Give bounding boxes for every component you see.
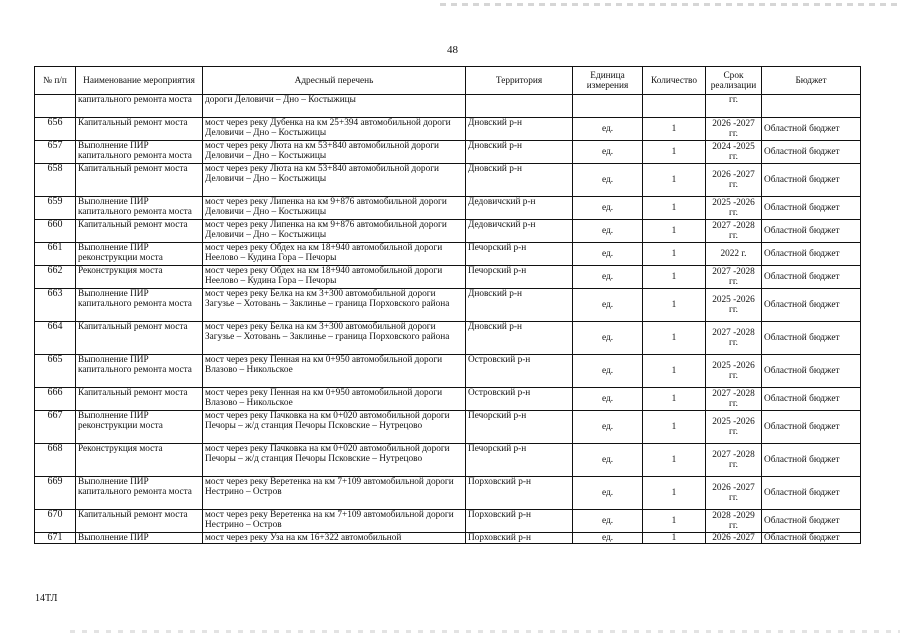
cell-address: мост через реку Обдех на км 18+940 автомобильной дороги Неелово – Кудина Гора – Печоры	[203, 266, 466, 289]
table-row	[35, 355, 861, 388]
table-row	[35, 220, 861, 243]
cell-qty: 1	[643, 533, 706, 544]
header-name: Наименование мероприятия	[76, 67, 203, 95]
cell-qty: 1	[643, 510, 706, 533]
cell-num: 670	[35, 510, 76, 533]
cell-unit: ед.	[573, 388, 643, 411]
cell-term: 2026 -2027	[706, 533, 762, 544]
cell-num: 668	[35, 444, 76, 477]
cell-budget: Областной бюджет	[762, 164, 861, 197]
cell-unit: ед.	[573, 355, 643, 388]
cell-qty: 1	[643, 411, 706, 444]
cell-term: 2027 -2028 гг.	[706, 444, 762, 477]
cell-address: мост через реку Дубенка на км 25+394 автомобильной дороги Деловичи – Дно – Костыжицы	[203, 118, 466, 141]
cell-budget: Областной бюджет	[762, 322, 861, 355]
cell-term: 2027 -2028 гг.	[706, 388, 762, 411]
cell-unit: ед.	[573, 289, 643, 322]
cell-term: 2027 -2028 гг.	[706, 322, 762, 355]
cell-name: Выполнение ПИР капитального ремонта моста	[76, 197, 203, 220]
cell-name: Капитальный ремонт моста	[76, 220, 203, 243]
footer-mark: 14ТЛ	[35, 593, 58, 604]
cell-territory: Печорский р-н	[466, 444, 573, 477]
cell-territory: Дновский р-н	[466, 164, 573, 197]
cell-term: 2026 -2027 гг.	[706, 118, 762, 141]
cell-qty: 1	[643, 197, 706, 220]
cell-name: Капитальный ремонт моста	[76, 322, 203, 355]
cell-address: мост через реку Уза на км 16+322 автомобильной	[203, 533, 466, 544]
table-row	[35, 164, 861, 197]
cell-budget: Областной бюджет	[762, 118, 861, 141]
cell-territory: Дновский р-н	[466, 118, 573, 141]
header-term: Срок реализации	[706, 67, 762, 95]
table-row	[35, 289, 861, 322]
cell-address: мост через реку Обдех на км 18+940 автомобильной дороги Неелово – Кудина Гора – Печоры	[203, 243, 466, 266]
cell-unit: ед.	[573, 220, 643, 243]
cell-budget: Областной бюджет	[762, 197, 861, 220]
scan-artifact-top	[440, 3, 900, 6]
cell-territory: Порховский р-н	[466, 533, 573, 544]
table-row	[35, 411, 861, 444]
cell-term: 2025 -2026 гг.	[706, 289, 762, 322]
cell-address: мост через реку Пенная на км 0+950 автомобильной дороги Влазово – Никольское	[203, 388, 466, 411]
cell-address: мост через реку Липенка на км 9+876 автомобильной дороги Деловичи – Дно – Костыжицы	[203, 197, 466, 220]
cell-qty: 1	[643, 444, 706, 477]
table-row	[35, 243, 861, 266]
cell-unit: ед.	[573, 164, 643, 197]
header-unit: Единица измерения	[573, 67, 643, 95]
cell-num: 658	[35, 164, 76, 197]
cell-budget: Областной бюджет	[762, 477, 861, 510]
cell-num: 659	[35, 197, 76, 220]
table-row	[35, 197, 861, 220]
cell-territory: Островский р-н	[466, 388, 573, 411]
cell-address: мост через реку Люта на км 53+840 автомобильной дороги Деловичи – Дно – Костыжицы	[203, 141, 466, 164]
cell-num: 671	[35, 533, 76, 544]
cell-budget: Областной бюджет	[762, 243, 861, 266]
cell-address: мост через реку Пачковка на км 0+020 автомобильной дороги Печоры – ж/д станция Печоры Псковские – Нутрецово	[203, 411, 466, 444]
cell-term: 2025 -2026 гг.	[706, 411, 762, 444]
cell-qty: 1	[643, 322, 706, 355]
cell-num: 662	[35, 266, 76, 289]
cell-address: мост через реку Люта на км 53+840 автомобильной дороги Деловичи – Дно – Костыжицы	[203, 164, 466, 197]
header-qty: Количество	[643, 67, 706, 95]
cell-unit: ед.	[573, 444, 643, 477]
cell-num: 663	[35, 289, 76, 322]
page-number: 48	[447, 44, 458, 56]
cell-term: 2027 -2028 гг.	[706, 266, 762, 289]
cell-num: 667	[35, 411, 76, 444]
cell-qty: 1	[643, 355, 706, 388]
cell-territory: Печорский р-н	[466, 243, 573, 266]
cell-budget: Областной бюджет	[762, 533, 861, 544]
cell-address: мост через реку Белка на км 3+300 автомобильной дороги Загузье – Хотовань – Заклинье – граница Порховского района	[203, 289, 466, 322]
cell-name: Выполнение ПИР капитального ремонта моста	[76, 289, 203, 322]
cell-term: 2028 -2029 гг.	[706, 510, 762, 533]
cell-unit: ед.	[573, 533, 643, 544]
cell-name: Капитальный ремонт моста	[76, 510, 203, 533]
cell-name: Реконструкция моста	[76, 266, 203, 289]
table-row	[35, 477, 861, 510]
cell-territory: Дновский р-н	[466, 141, 573, 164]
cell-term: 2025 -2026 гг.	[706, 355, 762, 388]
cell-num: 661	[35, 243, 76, 266]
cell-name: Выполнение ПИР реконструкции моста	[76, 243, 203, 266]
cell-address: мост через реку Пачковка на км 0+020 автомобильной дороги Печоры – ж/д станция Печоры Псковские – Нутрецово	[203, 444, 466, 477]
cell-budget: Областной бюджет	[762, 141, 861, 164]
cell-budget: Областной бюджет	[762, 266, 861, 289]
cell-name: Выполнение ПИР капитального ремонта моста	[76, 477, 203, 510]
cell-num: 669	[35, 477, 76, 510]
cell-address: мост через реку Пенная на км 0+950 автомобильной дороги Влазово – Никольское	[203, 355, 466, 388]
cell-territory: Порховский р-н	[466, 510, 573, 533]
cell-territory: Дедовичский р-н	[466, 220, 573, 243]
continuation-term: гг.	[706, 95, 762, 118]
cell-unit: ед.	[573, 510, 643, 533]
cell-qty: 1	[643, 477, 706, 510]
header-num: № п/п	[35, 67, 76, 95]
cell-qty: 1	[643, 118, 706, 141]
header-territory: Территория	[466, 67, 573, 95]
cell-unit: ед.	[573, 118, 643, 141]
cell-budget: Областной бюджет	[762, 220, 861, 243]
cell-unit: ед.	[573, 266, 643, 289]
table-row	[35, 533, 861, 544]
cell-name: Капитальный ремонт моста	[76, 388, 203, 411]
cell-address: мост через реку Веретенка на км 7+109 автомобильной дороги Нестрино – Остров	[203, 510, 466, 533]
cell-num: 666	[35, 388, 76, 411]
header-address: Адресный перечень	[203, 67, 466, 95]
cell-term: 2022 г.	[706, 243, 762, 266]
continuation-address: дороги Деловичи – Дно – Костыжицы	[203, 95, 466, 118]
cell-name: Капитальный ремонт моста	[76, 164, 203, 197]
cell-budget: Областной бюджет	[762, 388, 861, 411]
cell-name: Выполнение ПИР	[76, 533, 203, 544]
cell-budget: Областной бюджет	[762, 355, 861, 388]
cell-qty: 1	[643, 220, 706, 243]
cell-name: Капитальный ремонт моста	[76, 118, 203, 141]
cell-term: 2024 -2025 гг.	[706, 141, 762, 164]
table-row	[35, 510, 861, 533]
cell-name: Выполнение ПИР капитального ремонта моста	[76, 355, 203, 388]
cell-name: Выполнение ПИР капитального ремонта моста	[76, 141, 203, 164]
table-row	[35, 141, 861, 164]
table-row	[35, 322, 861, 355]
cell-qty: 1	[643, 388, 706, 411]
cell-unit: ед.	[573, 477, 643, 510]
cell-name: Реконструкция моста	[76, 444, 203, 477]
cell-budget: Областной бюджет	[762, 411, 861, 444]
cell-territory: Дновский р-н	[466, 289, 573, 322]
continuation-row	[35, 95, 861, 118]
cell-term: 2026 -2027 гг.	[706, 164, 762, 197]
cell-unit: ед.	[573, 197, 643, 220]
cell-qty: 1	[643, 141, 706, 164]
header-budget: Бюджет	[762, 67, 861, 95]
table-row	[35, 444, 861, 477]
cell-address: мост через реку Веретенка на км 7+109 автомобильной дороги Нестрино – Остров	[203, 477, 466, 510]
cell-territory: Печорский р-н	[466, 411, 573, 444]
table-row	[35, 266, 861, 289]
measures-table	[34, 66, 861, 544]
cell-num: 660	[35, 220, 76, 243]
cell-territory: Дедовичский р-н	[466, 197, 573, 220]
cell-unit: ед.	[573, 243, 643, 266]
scan-artifact-bottom	[70, 630, 900, 633]
cell-address: мост через реку Белка на км 3+300 автомобильной дороги Загузье – Хотовань – Заклинье – граница Порховского района	[203, 322, 466, 355]
cell-num: 656	[35, 118, 76, 141]
cell-num: 657	[35, 141, 76, 164]
table-row	[35, 118, 861, 141]
cell-territory: Печорский р-н	[466, 266, 573, 289]
cell-unit: ед.	[573, 141, 643, 164]
cell-qty: 1	[643, 289, 706, 322]
cell-qty: 1	[643, 266, 706, 289]
table-row	[35, 388, 861, 411]
cell-territory: Островский р-н	[466, 355, 573, 388]
cell-num: 665	[35, 355, 76, 388]
cell-unit: ед.	[573, 322, 643, 355]
cell-name: Выполнение ПИР реконструкции моста	[76, 411, 203, 444]
cell-budget: Областной бюджет	[762, 289, 861, 322]
cell-budget: Областной бюджет	[762, 510, 861, 533]
cell-address: мост через реку Липенка на км 9+876 автомобильной дороги Деловичи – Дно – Костыжицы	[203, 220, 466, 243]
cell-qty: 1	[643, 164, 706, 197]
cell-territory: Дновский р-н	[466, 322, 573, 355]
cell-num: 664	[35, 322, 76, 355]
cell-territory: Порховский р-н	[466, 477, 573, 510]
cell-term: 2027 -2028 гг.	[706, 220, 762, 243]
continuation-name: капитального ремонта моста	[76, 95, 203, 118]
cell-budget: Областной бюджет	[762, 444, 861, 477]
cell-qty: 1	[643, 243, 706, 266]
cell-term: 2026 -2027 гг.	[706, 477, 762, 510]
cell-unit: ед.	[573, 411, 643, 444]
table-header-row	[35, 67, 861, 95]
cell-term: 2025 -2026 гг.	[706, 197, 762, 220]
